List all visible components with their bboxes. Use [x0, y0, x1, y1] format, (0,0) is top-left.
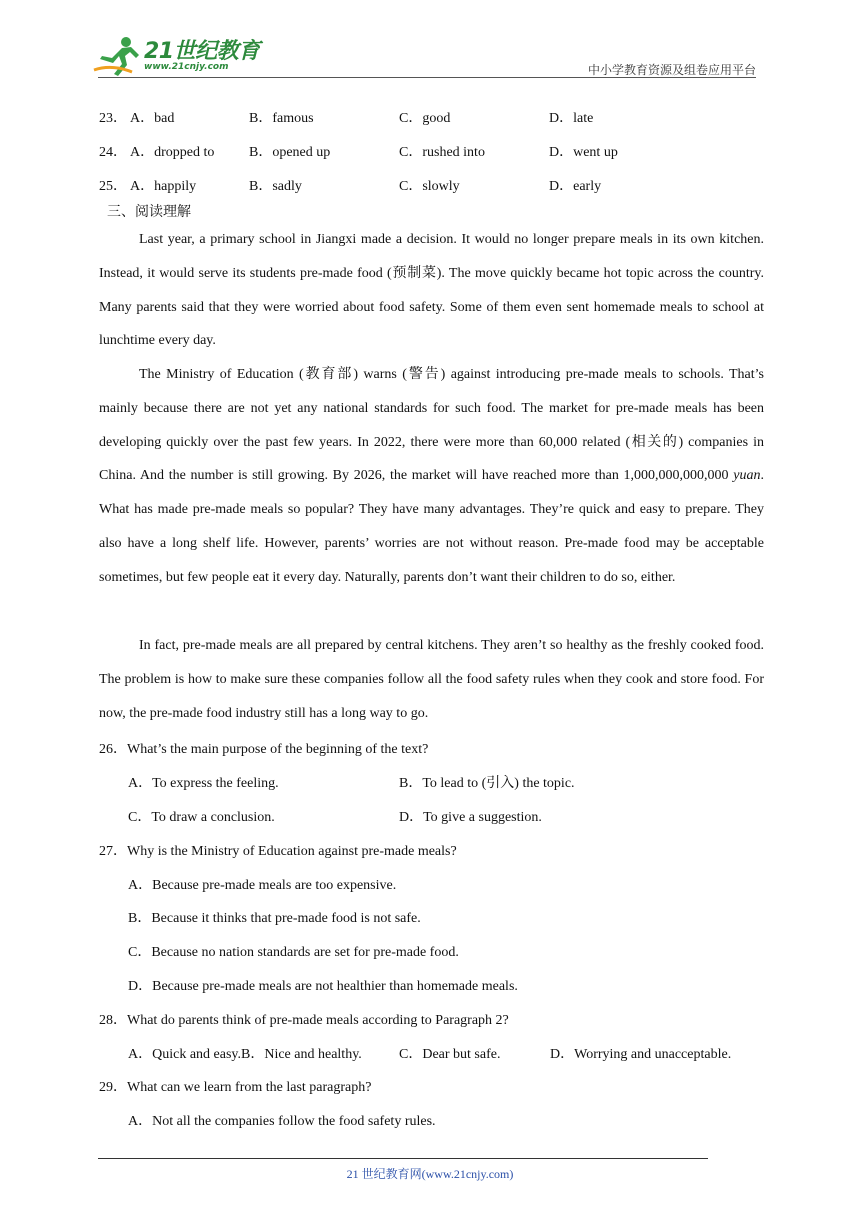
q26-option-b: B．To lead to (引入) the topic. — [399, 776, 575, 791]
question-number: 25． — [99, 179, 127, 194]
logo-url: www.21cnjy.com — [144, 62, 229, 72]
q28-option-d: D．Worrying and unacceptable. — [550, 1047, 732, 1062]
currency-yuan: yuan — [733, 468, 761, 484]
page-header — [0, 0, 860, 80]
q27-option-c: C．Because no nation standards are set for pre-made food. — [128, 945, 459, 960]
header-divider — [98, 77, 756, 78]
q26-option-d: D．To give a suggestion. — [399, 810, 542, 825]
q29-option-a: A．Not all the companies follow the food safety rules. — [128, 1114, 436, 1129]
platform-name: 中小学教育资源及组卷应用平台 — [587, 63, 756, 77]
question-number: 23． — [99, 111, 127, 126]
q27-option-d: D．Because pre-made meals are not healthier than homemade meals. — [128, 979, 518, 994]
option-d: D．early — [549, 179, 602, 194]
option-b: B．opened up — [249, 145, 331, 160]
logo-text: 21世纪教育 — [144, 39, 260, 64]
option-a: A．dropped to — [130, 145, 215, 160]
q27-option-a: A．Because pre-made meals are too expensive. — [128, 878, 397, 893]
runner-icon — [92, 34, 144, 78]
paragraph-2-text-a: The Ministry of Education (教育部) warns (警告) against introducing pre-made meals to schools. That’s mainly because there are not yet any national standards for such food. The market for pre-made meals has been developing quickly over the past few years. In 2022, there were more than 60,000 related (相关的) companies in China. And the number is still growing. By 2026, the market will have reached more than 1,000,000,000,000 — [99, 367, 764, 484]
option-c: C．good — [399, 111, 451, 126]
section-title: 三、阅读理解 — [107, 204, 191, 220]
option-c: C．rushed into — [399, 145, 485, 160]
option-b: B．famous — [249, 111, 314, 126]
q28-option-c: C．Dear but safe. — [399, 1047, 501, 1062]
footer-divider — [98, 1158, 708, 1159]
paragraph-2-text-b: . What has made pre-made meals so popular? They have many advantages. They’re quick and easy to prepare. They also have a long shelf life. However, parents’ worries are not without reason. Pre-made food may be acceptable sometimes, but few people eat it every day. Naturally, parents don’t want their children to do so, either. — [99, 468, 764, 585]
q26-option-c: C．To draw a conclusion. — [128, 810, 275, 825]
option-c: C．slowly — [399, 179, 460, 194]
passage-paragraph-3: In fact, pre-made meals are all prepared by central kitchens. They aren’t so healthy as the freshly cooked food. The problem is how to make sure these companies follow all the food safety rules when they cook and store food. For now, the pre-made food industry still has a long way to go. — [99, 638, 764, 721]
option-d: D．late — [549, 111, 594, 126]
cloze-question-25 — [99, 175, 779, 195]
q26-option-a: A．To express the feeling. — [128, 776, 279, 791]
option-d: D．went up — [549, 145, 618, 160]
site-logo — [92, 34, 262, 78]
option-b: B．sadly — [249, 179, 302, 194]
question-28-stem: 28．What do parents think of pre-made meals according to Paragraph 2? — [99, 1013, 509, 1028]
question-number: 24． — [99, 145, 127, 160]
option-a: A．bad — [130, 111, 175, 126]
q27-option-b: B．Because it thinks that pre-made food is not safe. — [128, 911, 421, 926]
cloze-question-24 — [99, 141, 779, 161]
question-27-stem: 27．Why is the Ministry of Education against pre-made meals? — [99, 844, 457, 859]
question-29-stem: 29．What can we learn from the last paragraph? — [99, 1080, 372, 1095]
q28-options-a-b: A．Quick and easy.B．Nice and healthy. — [128, 1047, 362, 1062]
option-a: A．happily — [130, 179, 197, 194]
cloze-question-23 — [99, 107, 779, 127]
page-footer: 21 世纪教育网(www.21cnjy.com) — [346, 1167, 514, 1181]
passage-paragraph-1: Last year, a primary school in Jiangxi made a decision. It would no longer prepare meals in its own kitchen. Instead, it would serve its students pre-made food (预制菜). The move quickly became hot topic across the country. Many parents said that they were worried about food safety. Some of them even sent homemade meals to school at lunchtime every day. — [99, 232, 764, 349]
question-26-stem: 26．What’s the main purpose of the beginning of the text? — [99, 742, 429, 757]
passage-paragraph-2 — [99, 358, 764, 595]
